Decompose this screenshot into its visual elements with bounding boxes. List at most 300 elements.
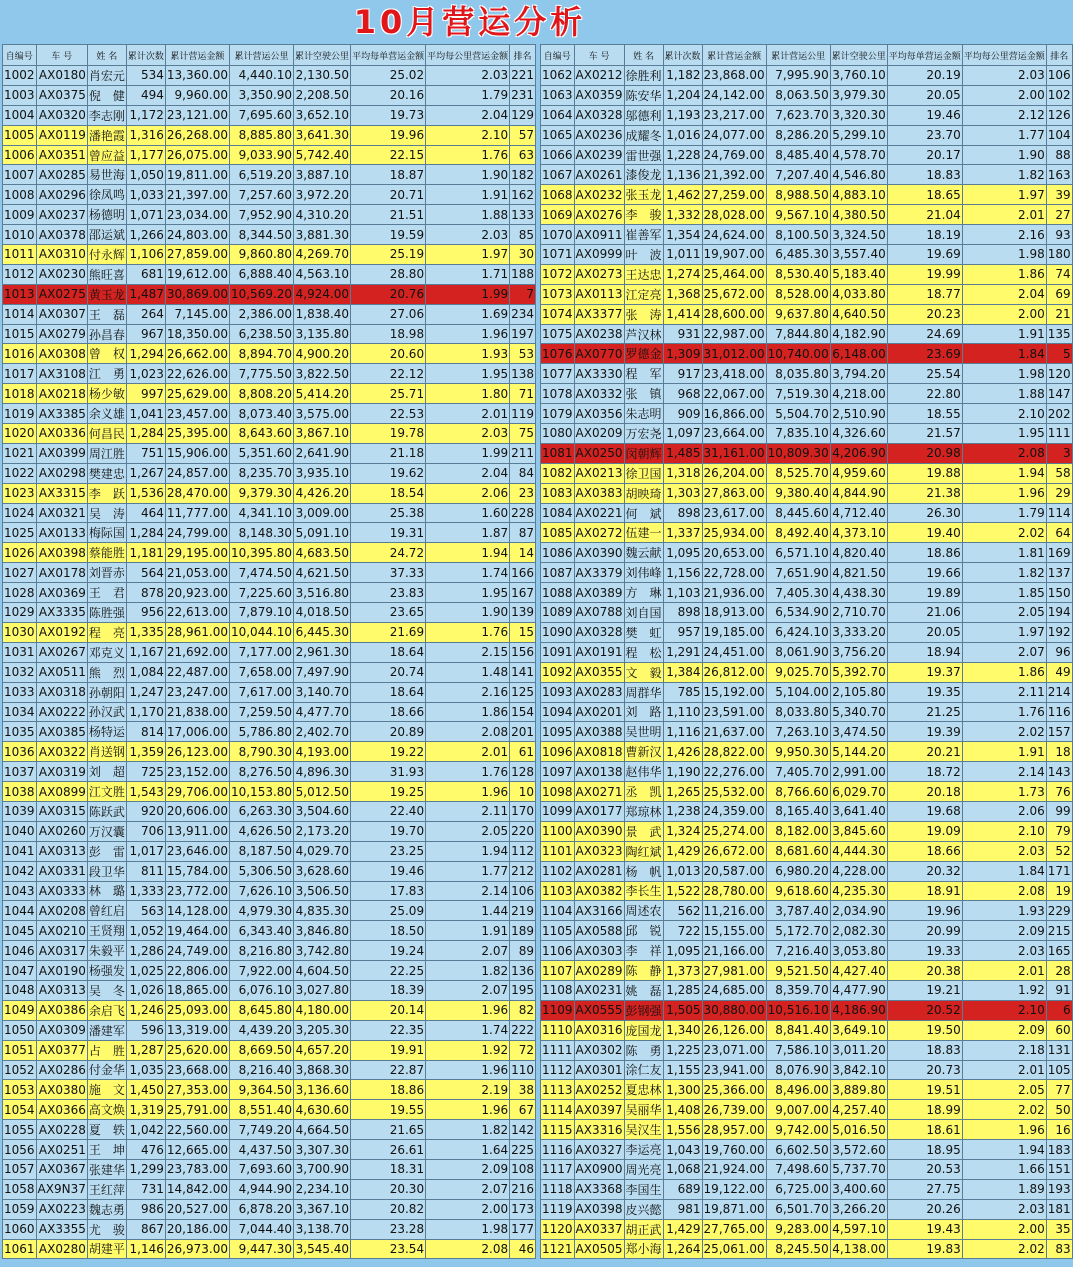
cell-per-km: 2.05 [426,821,510,841]
cell-per-km: 1.73 [962,782,1046,802]
cell-trips: 562 [663,901,702,921]
cell-id: 1002 [3,66,37,86]
cell-per-order: 21.18 [351,443,426,463]
table-row [3,1000,536,1020]
cell-plate: AX0281 [574,861,624,881]
cell-km: 8,525.70 [766,463,830,483]
cell-trips: 1,172 [126,105,165,125]
cell-per-km: 1.74 [426,1020,510,1040]
cell-amount: 26,075.00 [165,145,229,165]
cell-per-order: 18.87 [351,165,426,185]
cell-per-order: 18.61 [887,1120,962,1140]
cell-name: 李志刚 [87,105,126,125]
cell-empty-km: 6,445.30 [294,622,351,642]
cell-rank: 108 [510,1159,536,1179]
cell-rank: 195 [510,980,536,1000]
cell-empty-km: 3,935.10 [294,463,351,483]
cell-plate: AX0236 [574,125,624,145]
cell-trips: 1,505 [663,1000,702,1020]
cell-id: 1020 [3,424,37,444]
cell-rank: 39 [1046,185,1072,205]
cell-rank: 170 [510,801,536,821]
cell-trips: 1,097 [663,424,702,444]
table-row [541,245,1073,265]
cell-rank: 104 [1046,125,1072,145]
cell-id: 1099 [541,801,575,821]
cell-amount: 14,128.00 [165,901,229,921]
cell-rank: 162 [510,185,536,205]
cell-plate: AX0272 [574,523,624,543]
cell-per-km: 1.91 [426,185,510,205]
cell-empty-km: 3,011.20 [830,1040,887,1060]
cell-id: 1119 [541,1199,575,1219]
cell-per-order: 20.76 [351,284,426,304]
cell-id: 1005 [3,125,37,145]
cell-name: 张建华 [87,1159,126,1179]
cell-empty-km: 5,737.70 [830,1159,887,1179]
col-km-header: 累计营运公里 [229,45,293,66]
cell-amount: 23,941.00 [702,1060,766,1080]
cell-plate: AX0273 [574,264,624,284]
cell-name: 江 勇 [87,364,126,384]
table-row [3,185,536,205]
table-row [3,722,536,742]
cell-km: 8,790.30 [229,742,293,762]
cell-empty-km: 2,130.50 [294,66,351,86]
cell-amount: 18,350.00 [165,324,229,344]
cell-id: 1027 [3,563,37,583]
table-row [3,105,536,125]
cell-amount: 11,777.00 [165,503,229,523]
cell-per-order: 23.54 [351,1239,426,1259]
table-row [3,821,536,841]
cell-per-order: 19.83 [887,1239,962,1259]
cell-empty-km: 3,400.60 [830,1179,887,1199]
cell-rank: 182 [510,165,536,185]
cell-rank: 212 [510,861,536,881]
cell-plate: AX0279 [36,324,87,344]
table-row [3,861,536,881]
cell-plate: AX0192 [36,622,87,642]
cell-per-km: 1.86 [426,702,510,722]
cell-per-order: 22.12 [351,364,426,384]
cell-km: 9,742.00 [766,1120,830,1140]
cell-name: 徐凤鸣 [87,185,126,205]
cell-rank: 142 [510,1120,536,1140]
cell-trips: 1,536 [126,483,165,503]
cell-name: 邓克义 [87,642,126,662]
col-id-header: 自编号 [541,45,575,66]
cell-per-order: 21.25 [887,702,962,722]
cell-trips: 1,264 [663,1239,702,1259]
table-row [541,284,1073,304]
cell-per-order: 18.77 [887,284,962,304]
cell-trips: 1,556 [663,1120,702,1140]
cell-empty-km: 4,578.70 [830,145,887,165]
cell-empty-km: 3,575.00 [294,404,351,424]
cell-plate: AX0113 [574,284,624,304]
cell-empty-km: 4,269.70 [294,245,351,265]
cell-name: 易世海 [87,165,126,185]
cell-plate: AX0366 [36,1100,87,1120]
cell-empty-km: 3,572.60 [830,1140,887,1160]
table-row [3,563,536,583]
col-per-km-header: 平均每公里营运金额 [962,45,1046,66]
cell-id: 1056 [3,1140,37,1160]
cell-rank: 133 [510,205,536,225]
cell-trips: 1,359 [126,742,165,762]
cell-empty-km: 4,900.20 [294,344,351,364]
cell-per-order: 19.55 [351,1100,426,1120]
cell-amount: 11,216.00 [702,901,766,921]
table-row [3,443,536,463]
cell-empty-km: 3,979.30 [830,85,887,105]
cell-amount: 16,866.00 [702,404,766,424]
cell-per-km: 2.03 [426,424,510,444]
cell-amount: 7,145.00 [165,304,229,324]
cell-amount: 26,204.00 [702,463,766,483]
cell-name: 方 琳 [624,583,663,603]
cell-id: 1094 [541,702,575,722]
cell-trips: 1,193 [663,105,702,125]
table-row [3,1060,536,1080]
cell-trips: 1,013 [663,861,702,881]
cell-amount: 30,869.00 [165,284,229,304]
table-row [541,861,1073,881]
cell-km: 8,808.20 [229,384,293,404]
cell-amount: 25,791.00 [165,1100,229,1120]
cell-per-order: 19.09 [887,821,962,841]
table-row [3,622,536,642]
cell-id: 1037 [3,762,37,782]
cell-amount: 23,457.00 [165,404,229,424]
table-row [3,1239,536,1259]
cell-name: 李长生 [624,881,663,901]
cell-trips: 1,337 [663,523,702,543]
cell-trips: 898 [663,603,702,623]
cell-empty-km: 2,641.90 [294,443,351,463]
cell-id: 1054 [3,1100,37,1120]
cell-plate: AX0359 [574,85,624,105]
cell-plate: AX3330 [574,364,624,384]
cell-plate: AX0237 [36,205,87,225]
cell-rank: 27 [1046,205,1072,225]
cell-id: 1018 [3,384,37,404]
cell-empty-km: 5,091.10 [294,523,351,543]
cell-trips: 1,414 [663,304,702,324]
cell-plate: AX0301 [574,1060,624,1080]
table-row [541,1020,1073,1040]
cell-plate: AX0222 [36,702,87,722]
cell-trips: 564 [126,563,165,583]
cell-per-km: 1.76 [426,622,510,642]
cell-km: 8,492.40 [766,523,830,543]
cell-per-order: 19.40 [887,523,962,543]
cell-empty-km: 4,033.80 [830,284,887,304]
cell-id: 1091 [541,642,575,662]
table-row [3,921,536,941]
cell-id: 1065 [541,125,575,145]
cell-km: 10,395.80 [229,543,293,563]
cell-per-order: 19.66 [887,563,962,583]
table-right [540,44,1073,1259]
cell-plate: AX0230 [36,264,87,284]
cell-km: 7,177.00 [229,642,293,662]
cell-trips: 1,485 [663,443,702,463]
cell-per-order: 19.73 [351,105,426,125]
cell-rank: 19 [1046,881,1072,901]
cell-name: 吴丽华 [624,1100,663,1120]
table-row [3,463,536,483]
cell-id: 1040 [3,821,37,841]
cell-amount: 24,685.00 [702,980,766,1000]
table-row [541,1000,1073,1020]
cell-plate: AX0369 [36,583,87,603]
cell-per-km: 2.01 [426,404,510,424]
cell-name: 陈跃武 [87,801,126,821]
cell-km: 8,766.60 [766,782,830,802]
cell-empty-km: 3,324.50 [830,225,887,245]
cell-rank: 234 [510,304,536,324]
cell-km: 4,437.50 [229,1140,293,1160]
cell-id: 1026 [3,543,37,563]
cell-trips: 1,318 [663,463,702,483]
cell-km: 4,626.50 [229,821,293,841]
cell-amount: 23,617.00 [702,503,766,523]
cell-amount: 23,121.00 [165,105,229,125]
cell-plate: AX0388 [574,722,624,742]
table-row [3,503,536,523]
table-row [541,801,1073,821]
cell-name: 万宏尧 [624,424,663,444]
cell-per-order: 20.60 [351,344,426,364]
cell-name: 周江胜 [87,443,126,463]
cell-km: 9,380.40 [766,483,830,503]
cell-km: 7,623.70 [766,105,830,125]
cell-plate: AX0218 [36,384,87,404]
cell-id: 1105 [541,921,575,941]
cell-rank: 135 [1046,324,1072,344]
table-row [541,702,1073,722]
table-row [3,1020,536,1040]
cell-plate: AX0303 [574,941,624,961]
cell-empty-km: 4,604.50 [294,961,351,981]
cell-km: 8,344.50 [229,225,293,245]
cell-empty-km: 4,138.00 [830,1239,887,1259]
cell-trips: 1,167 [126,642,165,662]
cell-rank: 110 [510,1060,536,1080]
table-row [3,264,536,284]
cell-id: 1107 [541,961,575,981]
cell-name: 黄玉龙 [87,284,126,304]
col-plate-header: 车 号 [574,45,624,66]
cell-per-order: 23.28 [351,1219,426,1239]
cell-id: 1110 [541,1020,575,1040]
cell-km: 6,571.10 [766,543,830,563]
table-row [3,782,536,802]
cell-amount: 9,960.00 [165,85,229,105]
cell-rank: 21 [1046,304,1072,324]
cell-empty-km: 4,373.10 [830,523,887,543]
cell-km: 7,225.60 [229,583,293,603]
cell-empty-km: 3,652.10 [294,105,351,125]
cell-name: 陈 勇 [624,1040,663,1060]
cell-id: 1015 [3,324,37,344]
cell-id: 1045 [3,921,37,941]
cell-rank: 169 [1046,543,1072,563]
cell-name: 吴 冬 [87,980,126,1000]
cell-per-km: 2.02 [962,523,1046,543]
table-row [541,921,1073,941]
cell-per-km: 2.19 [426,1080,510,1100]
cell-rank: 53 [510,344,536,364]
table-row [541,404,1073,424]
cell-empty-km: 5,144.20 [830,742,887,762]
cell-plate: AX0315 [36,801,87,821]
cell-id: 1114 [541,1100,575,1120]
cell-per-km: 1.76 [426,762,510,782]
cell-trips: 1,246 [126,1000,165,1020]
cell-plate: AX0310 [36,245,87,265]
cell-id: 1097 [541,762,575,782]
cell-per-order: 20.23 [887,304,962,324]
cell-plate: AX0380 [36,1080,87,1100]
table-row [541,443,1073,463]
cell-id: 1052 [3,1060,37,1080]
cell-rank: 171 [1046,861,1072,881]
cell-per-km: 2.03 [426,66,510,86]
table-row [3,881,536,901]
cell-km: 7,586.10 [766,1040,830,1060]
header-row [541,45,1073,66]
cell-per-km: 1.90 [426,165,510,185]
cell-trips: 1,225 [663,1040,702,1060]
cell-amount: 26,973.00 [165,1239,229,1259]
cell-km: 9,950.30 [766,742,830,762]
cell-rank: 14 [510,543,536,563]
cell-rank: 38 [510,1080,536,1100]
cell-plate: AX0328 [574,622,624,642]
cell-amount: 27,765.00 [702,1219,766,1239]
cell-amount: 21,166.00 [702,941,766,961]
cell-km: 10,809.30 [766,443,830,463]
cell-trips: 1,026 [126,980,165,1000]
cell-name: 王贤翔 [87,921,126,941]
cell-per-km: 1.86 [962,662,1046,682]
cell-trips: 1,286 [126,941,165,961]
cell-amount: 27,863.00 [702,483,766,503]
cell-rank: 28 [1046,961,1072,981]
cell-per-km: 1.96 [426,1100,510,1120]
cell-km: 7,995.90 [766,66,830,86]
cell-trips: 1,354 [663,225,702,245]
cell-trips: 1,335 [126,622,165,642]
cell-name: 罗德金 [624,344,663,364]
table-row [541,961,1073,981]
table-row [541,642,1073,662]
cell-id: 1039 [3,801,37,821]
cell-per-km: 2.04 [426,105,510,125]
cell-rank: 63 [510,145,536,165]
cell-km: 9,033.90 [229,145,293,165]
cell-per-order: 20.05 [887,622,962,642]
cell-name: 余义雄 [87,404,126,424]
cell-empty-km: 4,835.30 [294,901,351,921]
cell-rank: 5 [1046,344,1072,364]
cell-per-order: 18.83 [887,1040,962,1060]
cell-per-order: 20.73 [887,1060,962,1080]
cell-amount: 15,784.00 [165,861,229,881]
cell-per-km: 2.05 [962,1080,1046,1100]
cell-empty-km: 4,018.50 [294,603,351,623]
cell-rank: 167 [510,583,536,603]
cell-rank: 83 [1046,1239,1072,1259]
cell-rank: 222 [510,1020,536,1040]
cell-trips: 1,287 [126,1040,165,1060]
cell-per-order: 22.53 [351,404,426,424]
cell-rank: 202 [1046,404,1072,424]
cell-per-order: 18.65 [887,185,962,205]
cell-per-km: 2.15 [426,642,510,662]
cell-per-order: 19.96 [887,901,962,921]
cell-name: 张 镇 [624,384,663,404]
col-per-order-header: 平均每单营运金额 [887,45,962,66]
table-row [541,583,1073,603]
cell-trips: 1,228 [663,145,702,165]
cell-name: 熊旺喜 [87,264,126,284]
cell-name: 杨特运 [87,722,126,742]
cell-km: 9,447.30 [229,1239,293,1259]
cell-plate: AX0555 [574,1000,624,1020]
cell-trips: 722 [663,921,702,941]
cell-empty-km: 3,846.80 [294,921,351,941]
cell-empty-km: 2,173.20 [294,821,351,841]
table-row [3,1219,536,1239]
cell-rank: 87 [510,523,536,543]
cell-empty-km: 6,148.00 [830,344,887,364]
cell-amount: 25,061.00 [702,1239,766,1259]
cell-id: 1100 [541,821,575,841]
cell-empty-km: 4,186.90 [830,1000,887,1020]
cell-per-km: 1.64 [426,1140,510,1160]
cell-km: 7,658.00 [229,662,293,682]
col-per-km-header: 平均每公里营运金额 [426,45,510,66]
cell-km: 10,516.10 [766,1000,830,1020]
cell-per-order: 19.31 [351,523,426,543]
cell-plate: AX0911 [574,225,624,245]
cell-km: 10,569.20 [229,284,293,304]
cell-per-km: 1.93 [426,344,510,364]
cell-plate: AX0788 [574,603,624,623]
cell-per-km: 2.00 [426,1199,510,1219]
cell-plate: AX0298 [36,463,87,483]
cell-amount: 15,155.00 [702,921,766,941]
cell-empty-km: 4,821.50 [830,563,887,583]
cell-km: 8,286.20 [766,125,830,145]
cell-empty-km: 3,053.80 [830,941,887,961]
cell-per-km: 1.98 [962,245,1046,265]
cell-id: 1010 [3,225,37,245]
cell-empty-km: 3,742.80 [294,941,351,961]
cell-per-order: 19.33 [887,941,962,961]
cell-id: 1025 [3,523,37,543]
cell-per-km: 1.44 [426,901,510,921]
cell-trips: 909 [663,404,702,424]
cell-plate: AX0389 [574,583,624,603]
cell-plate: AX0238 [574,324,624,344]
table-row [3,901,536,921]
cell-per-km: 1.86 [962,264,1046,284]
